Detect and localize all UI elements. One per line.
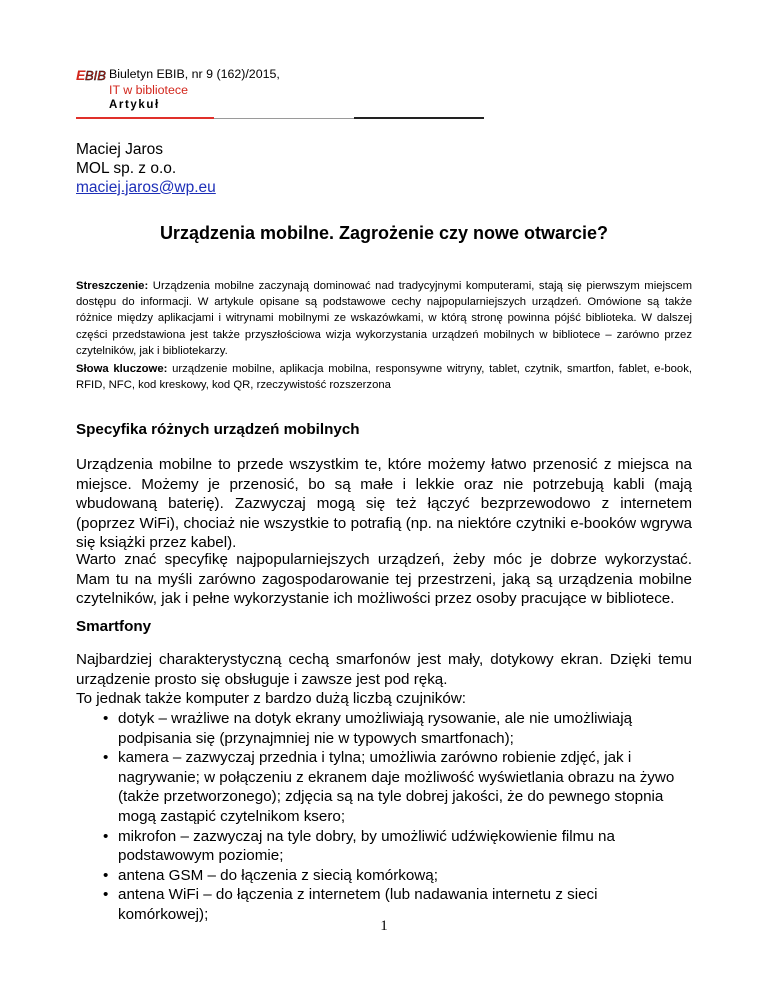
list-item — [76, 866, 676, 886]
list-item — [76, 827, 676, 866]
bullet-icon: • — [103, 827, 109, 845]
list-item — [76, 709, 676, 748]
paragraph — [76, 650, 692, 709]
abstract — [76, 278, 692, 359]
abstract-text: Urządzenia mobilne zaczynają dominować nad tradycyjnymi komputerami, stają się pierwszym miejscem dostępu do informacji. W artykule opisane są podstawowe cechy najpopularniejszych urządzeń. Omówione są także różnice między aplikacjami i witrynami mobilnymi ze wskazówkami, w którą stronę powinna pójść biblioteka. W dalszej części przedstawiona jest także przyszłościowa wizja wykorzystania urządzeń mobilnych w bibliotece – zarówno przez czytelników, jak i bibliotekarzy. — [76, 280, 693, 357]
author-organization: MOL sp. z o.o. — [76, 159, 177, 177]
author-block — [76, 141, 216, 197]
section-heading-specyfika: Specyfika różnych urządzeń mobilnych — [76, 421, 360, 438]
keywords-label: Słowa kluczowe: — [76, 363, 168, 375]
list-item — [76, 748, 676, 826]
list-item-text: dotyk – wrażliwe na dotyk ekrany umożliwiają rysowanie, ale nie umożliwiają podpisania się (przynajmniej nie w typowych smartfonach); — [118, 710, 633, 747]
bullet-icon: • — [103, 749, 109, 767]
journal-issue: Biuletyn EBIB, nr 9 (162)/2015, — [109, 67, 280, 81]
svg-text:E: E — [76, 67, 86, 83]
keywords — [76, 361, 692, 393]
journal-section: IT w bibliotece — [109, 83, 188, 97]
header-rule-red — [76, 117, 214, 119]
svg-text:BIB: BIB — [85, 68, 106, 83]
bullet-icon: • — [103, 866, 109, 884]
bullet-icon: • — [103, 710, 109, 727]
header-rule-black — [354, 117, 484, 119]
paragraph-line: Najbardziej charakterystyczną cechą smarfonów jest mały, dotykowy ekran. Dzięki temu urządzenie prosto się obsługuje i zawsze jest pod ręką. — [76, 651, 692, 688]
list-item-text: mikrofon – zazwyczaj na tyle dobry, by umożliwić udźwiękowienie filmu na podstawowym poziomie; — [118, 827, 615, 865]
list-item-text: antena WiFi – do łączenia z internetem (lub nadawania internetu z sieci komórkowej); — [118, 886, 598, 923]
paragraph: Urządzenia mobilne to przede wszystkim te, które możemy łatwo przenosić z miejsca na miejsce. Możemy je przenosić, bo są małe i lekkie oraz nie potrzebują kabli (mają wbudowaną baterię). Zazwyczaj mogą się też łączyć bezprzewodowo z internetem (poprzez WiFi), chociaż nie wszystkie to potrafią (np. na niektóre czytniki e-booków wgrywa się książki przez kabel). — [76, 456, 692, 552]
page-number: 1 — [380, 918, 388, 934]
header-rule-grey — [214, 118, 354, 119]
list-item-text: antena GSM – do łączenia z siecią komórkową; — [118, 866, 438, 884]
keywords-text: urządzenie mobilne, aplikacja mobilna, responsywne witryny, tablet, czytnik, smartfon, fablet, e-book, RFID, NFC, kod kreskowy, kod QR, rzeczywistość rozszerzona — [76, 363, 692, 392]
author-name: Maciej Jaros — [76, 141, 163, 158]
ebib-logo — [76, 66, 108, 84]
article-type: Artykuł — [109, 99, 160, 111]
list-item-text: kamera – zazwyczaj przednia i tylna; umożliwia zarówno robienie zdjęć, jak i nagrywanie; w połączeniu z ekranem daje możliwość wyświetlania obrazu na żywo (także przetworzonego); zdjęcia są na tyle dobrej jakości, że do pewnego stopnia mogą zastąpić czytelnikom ksero; — [118, 749, 675, 825]
sensor-list — [76, 709, 676, 925]
abstract-label: Streszczenie: — [76, 280, 149, 292]
paragraph-line: To jednak także komputer z bardzo dużą liczbą czujników: — [76, 690, 467, 708]
author-email-link[interactable]: maciej.jaros@wp.eu — [76, 178, 216, 196]
paragraph: Warto znać specyfikę najpopularniejszych urządzeń, żeby móc je dobrze wykorzystać. Mam tu na myśli zarówno zagospodarowanie tej przestrzeni, jaką są urządzenia mobilne czytelników, jak i pełne wykorzystanie ich możliwości przez osoby pracujące w bibliotece. — [76, 551, 692, 608]
article-title: Urządzenia mobilne. Zagrożenie czy nowe otwarcie? — [159, 223, 609, 243]
bullet-icon: • — [103, 886, 109, 904]
section-heading-smartfony: Smartfony — [76, 618, 152, 635]
